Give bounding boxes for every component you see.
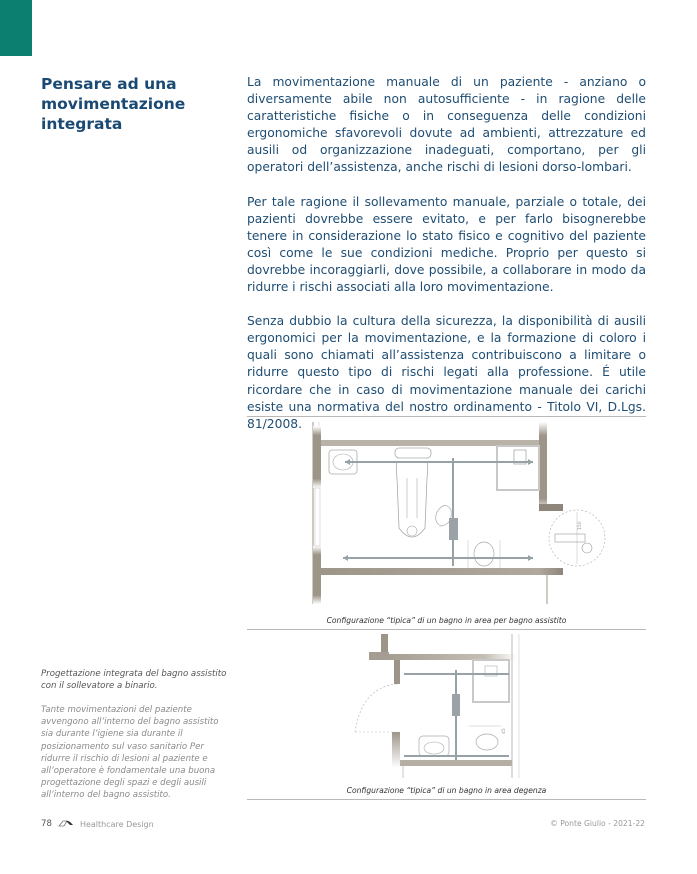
svg-text:150: 150 [578, 521, 583, 530]
figure-2-caption: Configurazione “tipica” di un bagno in area degenza [346, 786, 547, 795]
sidebar-body: Tante movimentazioni del paziente avvengono all’interno del bagno assistito sia durante l’igiene sia durante il posizionamento sul vaso sanitario Per ridurre il rischio di lesioni al paziente e all’operatore è fondamentale una buona progettazione degli spazi e degli ausili all’interno del bagno assistito. [41, 705, 219, 801]
paragraph-2: Per tale ragione il sollevamento manuale, parziale o totale, dei pazienti dovrebbe essere evitato, e per farlo bisognerebbe tenere in considerazione lo stato fisico e cognitivo del paziente così come le sue condizioni mediche. Proprio per questo si dovrebbe incoraggiarli, dove possibile, a collaborare in modo da ridurre i rischi associati alla loro movimentazione. [247, 194, 646, 295]
divider-figure-2-bottom [247, 799, 646, 800]
main-article-text [247, 74, 646, 450]
floor-plan-assisted-bathroom [247, 418, 646, 614]
page-number: 78 [41, 819, 52, 829]
divider-top-figure-1 [247, 416, 646, 417]
footer-left [41, 819, 154, 829]
paragraph-3: Senza dubbio la cultura della sicurezza, la disponibilità di ausili ergonomici per la movimentazione, e la formazione di coloro i quali sono chiamati all’assistenza contribuiscono a limitare o ridurre questo tipo di rischi legati alla professione. É utile ricordare che in caso di movimentazione manuale dei carichi esiste una normativa del nostro ordinamento - Titolo VI, D.Lgs. 81/2008. [247, 314, 646, 431]
figure-assisted-bathroom-plan [247, 418, 646, 614]
divider-figure-1-bottom [247, 629, 646, 630]
figure-ward-bathroom-plan [247, 632, 646, 782]
paragraph-1: La movimentazione manuale di un paziente - anziano o diversamente abile non autosufficiente - in ragione delle caratteristiche fisiche o in conseguenza delle condizioni ergonomiche sfavorevoli dovute ad ambienti, attrezzature ed ausili od organizzazione inadeguati, comportano, per gli operatori dell’assistenza, anche rischi di lesioni dorso-lombari. [247, 75, 646, 175]
section-heading: Pensare ad una movimentazione integrata [41, 75, 186, 133]
footer-copyright: © Ponte Giulio - 2021-22 [550, 819, 645, 828]
publication-name: Healthcare Design [79, 819, 154, 829]
svg-text:45: 45 [502, 728, 507, 734]
floor-plan-ward-bathroom [247, 632, 646, 782]
sidebar-title: Progettazione integrata del bagno assistito con il sollevatore a binario. [41, 669, 227, 692]
figure-1-caption: Configurazione “tipica” di un bagno in area per bagno assistito [326, 616, 567, 625]
ponte-giulio-logo-icon [58, 819, 74, 829]
accent-color-block [0, 0, 32, 56]
